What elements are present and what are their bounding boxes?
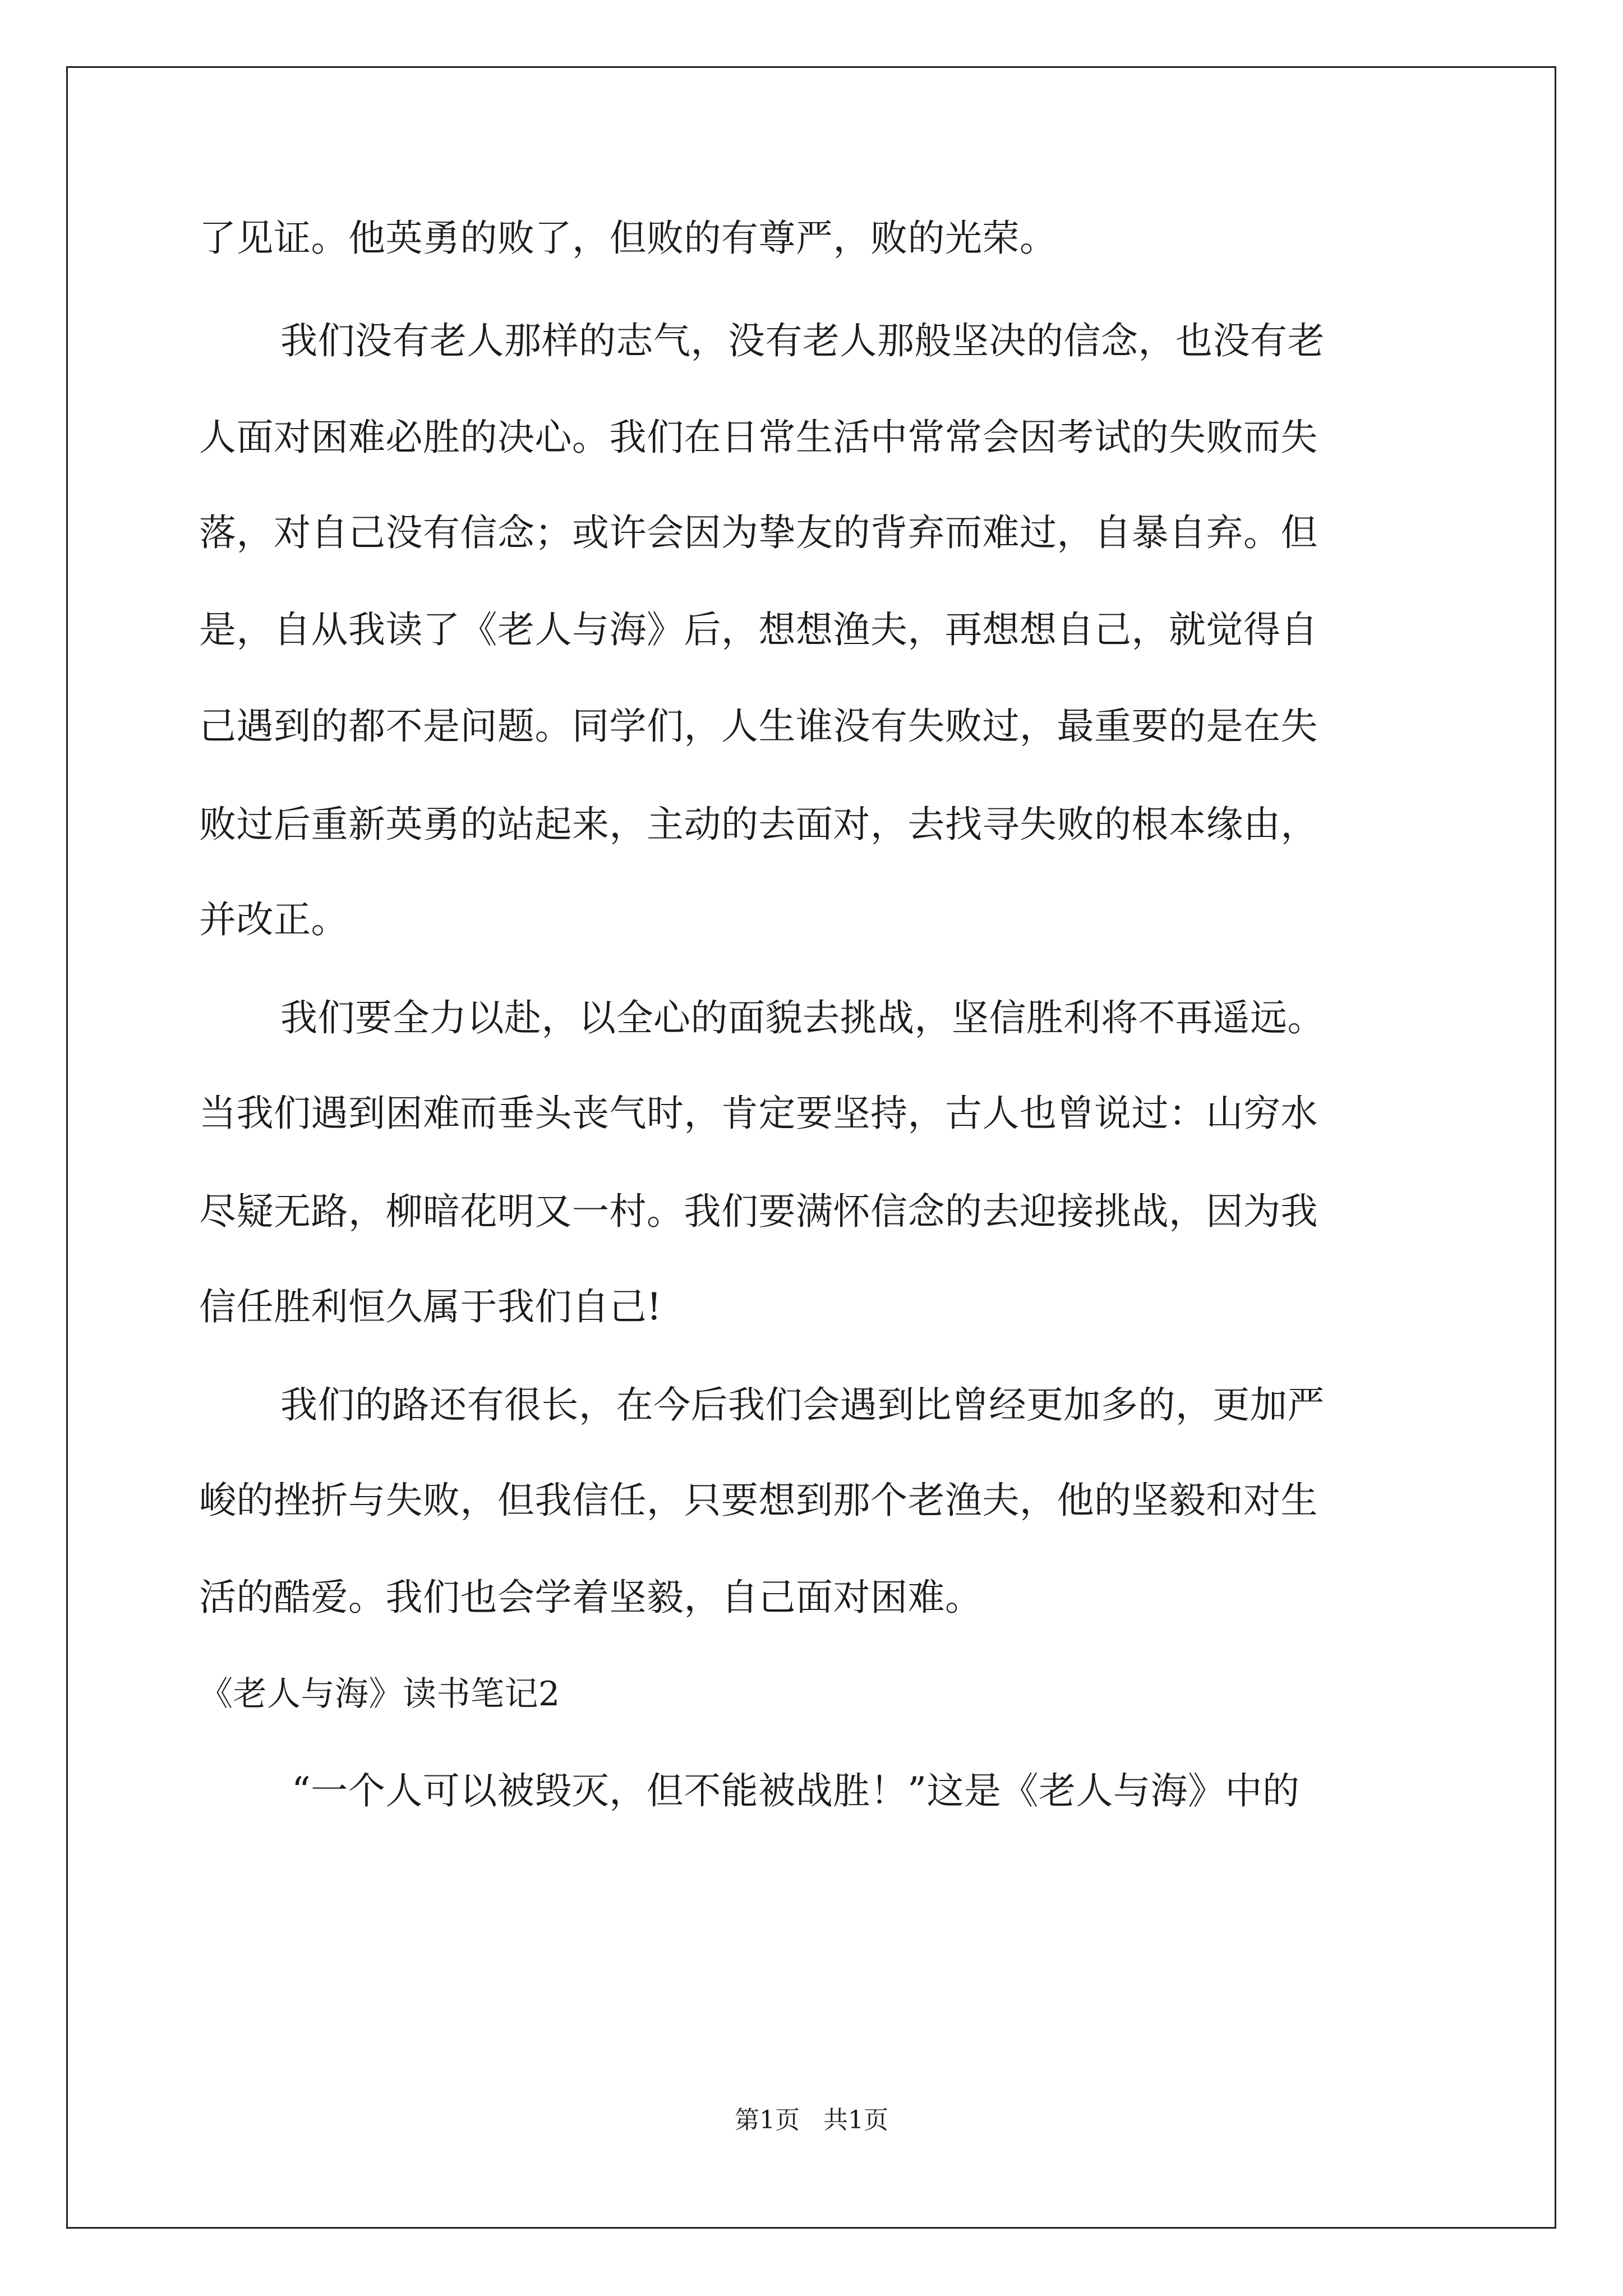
- text-line: 尽疑无路，柳暗花明又一村。我们要满怀信念的去迎接挑战，因为我: [199, 1190, 1318, 1233]
- page-total: 共1页: [823, 2106, 888, 2134]
- text-line: 当我们遇到困难而垂头丧气时，肯定要坚持，古人也曾说过：山穷水: [199, 1092, 1318, 1135]
- text-line: 是，自从我读了《老人与海》后，想想渔夫，再想想自己，就觉得自: [199, 608, 1318, 651]
- text-line: 峻的挫折与失败，但我信任，只要想到那个老渔夫，他的坚毅和对生: [199, 1479, 1318, 1522]
- paragraph-start-line: 我们的路还有很长，在今后我们会遇到比曾经更加多的，更加严: [280, 1383, 1325, 1427]
- page-number: 第1页: [735, 2106, 800, 2134]
- paragraph-start-line: “一个人可以被毁灭，但不能被战胜！”这是《老人与海》中的: [292, 1769, 1300, 1812]
- text-line: 败过后重新英勇的站起来，主动的去面对，去找寻失败的根本缘由，: [199, 803, 1318, 846]
- text-line: 落，对自己没有信念；或许会因为挚友的背弃而难过，自暴自弃。但: [199, 511, 1318, 554]
- section-heading: 《老人与海》读书笔记2: [199, 1674, 560, 1714]
- text-line: 己遇到的都不是问题。同学们，人生谁没有失败过，最重要的是在失: [199, 705, 1318, 748]
- paragraph-start-line: 我们要全力以赴，以全心的面貌去挑战，坚信胜利将不再遥远。: [280, 996, 1325, 1039]
- text-line: 人面对困难必胜的决心。我们在日常生活中常常会因考试的失败而失: [199, 416, 1318, 459]
- text-line: 并改正。: [199, 898, 348, 941]
- page-border: [66, 66, 1556, 2229]
- paragraph-start-line: 我们没有老人那样的志气，没有老人那般坚决的信念，也没有老: [280, 319, 1325, 362]
- text-line: 了见证。他英勇的败了，但败的有尊严，败的光荣。: [199, 217, 1057, 260]
- text-line: 活的酷爱。我们也会学着坚毅，自己面对困难。: [199, 1576, 983, 1619]
- page-footer: [0, 2104, 1623, 2137]
- text-line: 信任胜利恒久属于我们自己!: [199, 1285, 662, 1328]
